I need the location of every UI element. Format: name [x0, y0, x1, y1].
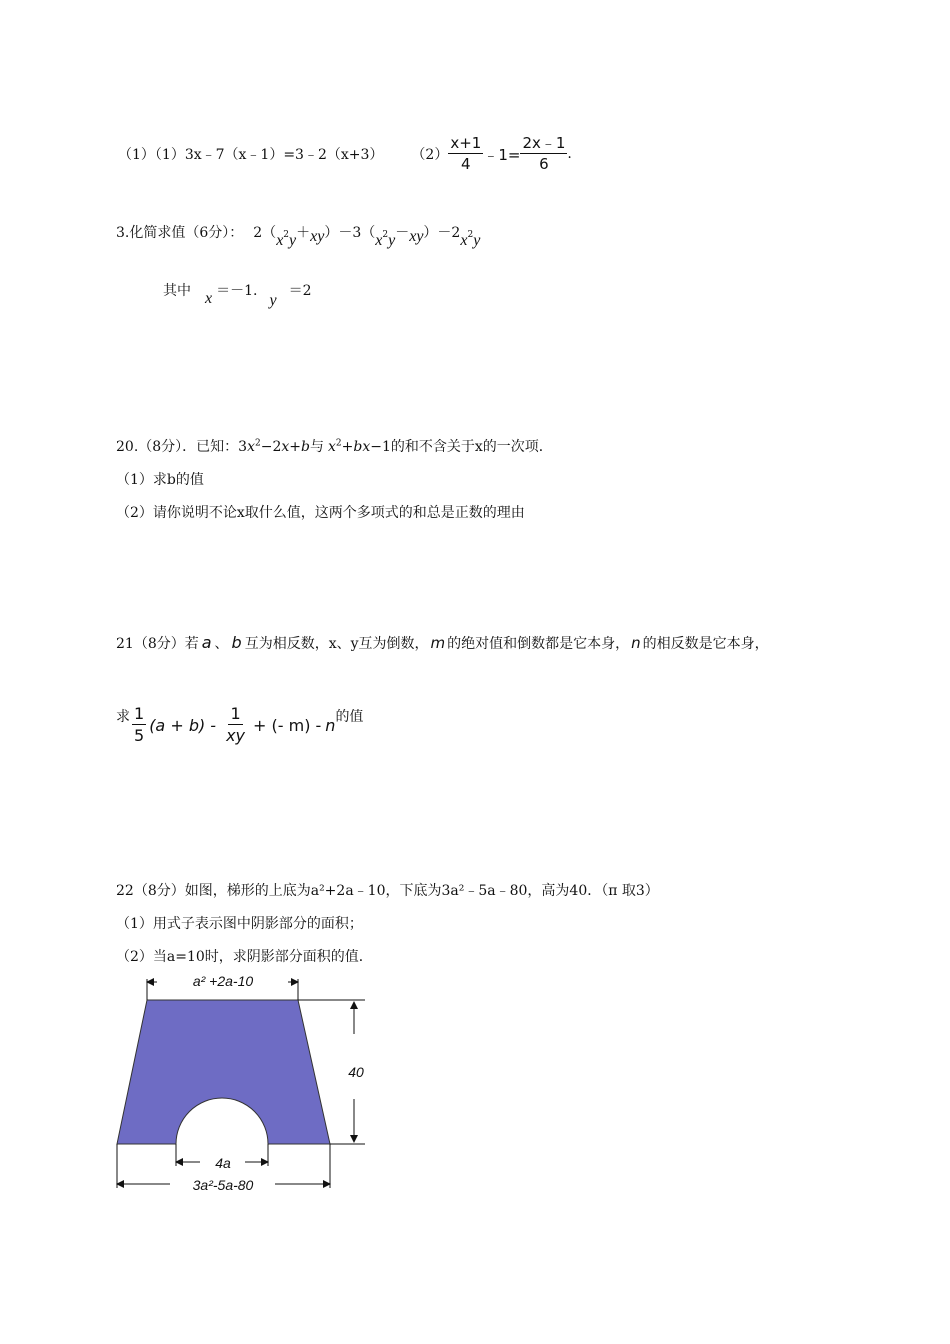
q1-mid: ﹣1=	[483, 145, 521, 164]
q1-end: .	[567, 146, 572, 162]
q22-sub2: （2）当a=10时，求阴影部分面积的值．	[116, 949, 373, 965]
q3-condition	[163, 280, 312, 309]
q22-sub1: （1）用式子表示图中阴影部分的面积；	[116, 916, 363, 932]
hole-diameter-label: 4a	[215, 1155, 231, 1171]
q1-fraction-2: $\frac{2x﹣1}{6}$	[522, 134, 566, 173]
q21-line: 21（8分）若 a 、 b 互为相反数，x、y互为倒数， m 的绝对值和倒数都是它本身， n 的相反数是它本身，	[116, 633, 769, 652]
q3-y2: y	[388, 232, 396, 249]
q20-sub1: （1）求b的值	[116, 472, 204, 488]
q21-var-n: n	[631, 634, 641, 652]
height-label: 40	[348, 1064, 364, 1080]
q3-cond-xval: ＝－1.	[216, 283, 258, 299]
q20-head: 20.（8分）．已知：$3x^2-2x+b$与 $x^2+bx-1$的和不含关于x的一次项．	[116, 438, 553, 455]
q3-cond-prefix: 其中	[163, 283, 191, 299]
q1-fraction-1: $\frac{x+1}{4}$	[450, 134, 482, 173]
q3-cond-y: y	[269, 292, 277, 309]
q3-line: 3.化简求值（6分）： 2（ x $^2$ y ＋ xy ）－3（ x $^2$ y － xy ）－2 x $^2$ y	[116, 222, 480, 242]
q3-y1: y	[289, 232, 297, 249]
q1-part2-label: （2）	[411, 147, 449, 163]
trapezoid-figure	[110, 974, 390, 1202]
q21-var-m: m	[430, 634, 446, 652]
q3-cond-yval: ＝2	[288, 283, 312, 299]
q3-plus: ＋	[296, 225, 311, 241]
top-base-label: a² +2a-10	[192, 974, 254, 989]
q3-t2: ）－3（	[324, 225, 376, 241]
q3-xy1: xy	[310, 228, 325, 245]
q3-prefix: 3.化简求值（6分）：	[116, 225, 244, 241]
q3-y3: y	[473, 232, 481, 249]
q3-cond-x: x	[205, 290, 213, 307]
q3-x3: x	[460, 232, 468, 249]
q20-sub2: （2）请你说明不论x取什么值，这两个多项式的和总是正数的理由	[116, 505, 525, 521]
q3-x2: x	[375, 232, 383, 249]
q22-head: 22（8分）如图，梯形的上底为a²+2a﹣10，下底为3a²﹣5a﹣80，高为40．（π 取3）	[116, 883, 659, 899]
q21-expression: 求 $\frac{1}{5}$ (a + b) - $\frac{1}{xy}$ + (- m) - n 的值	[116, 704, 364, 745]
q3-t1: 2（	[253, 225, 277, 241]
q3-xy2: xy	[409, 228, 424, 245]
q21-fraction-1-xy: $\frac{1}{xy}$	[226, 704, 246, 745]
q3-x1: x	[276, 232, 284, 249]
q21-var-b: b	[231, 633, 242, 652]
q21-fraction-1-5: $\frac{1}{5}$	[134, 704, 145, 745]
q3-t3: ）－2	[423, 225, 461, 241]
q1-line	[118, 136, 572, 172]
q3-minus: －	[395, 225, 410, 241]
bottom-base-label: 3a²-5a-80	[192, 1177, 254, 1193]
q1-part1: （1）（1）3x﹣7（x﹣1）=3﹣2（x+3）	[118, 147, 384, 163]
q21-var-a: a	[201, 633, 212, 652]
shaded-region	[117, 1000, 330, 1144]
